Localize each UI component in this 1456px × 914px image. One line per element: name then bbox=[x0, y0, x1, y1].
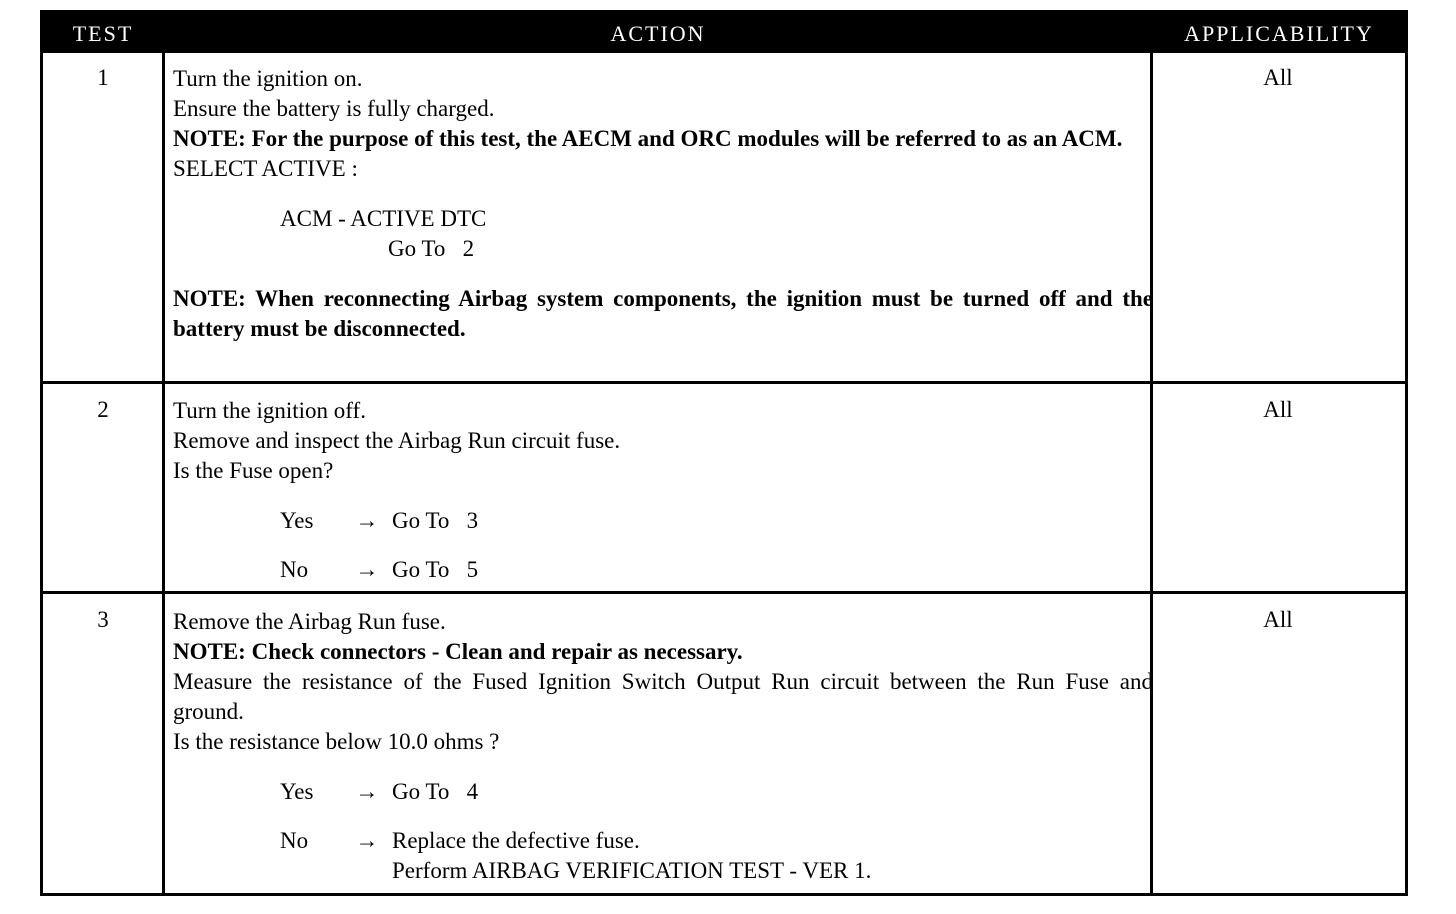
note: NOTE: For the purpose of this test, the AECM and ORC modules will be referred to as an ACM. bbox=[173, 126, 1123, 151]
action-line: Remove the Airbag Run fuse. bbox=[173, 609, 446, 634]
applicability-value: All bbox=[1263, 397, 1293, 422]
action-line: Remove and inspect the Airbag Run circuit fuse. bbox=[173, 428, 621, 453]
applicability-value: All bbox=[1263, 65, 1293, 90]
branch-no bbox=[173, 555, 1153, 585]
action-line: Turn the ignition off. bbox=[173, 398, 366, 423]
note: NOTE: Check connectors - Clean and repair as necessary. bbox=[173, 639, 743, 664]
menu-item: ACM - ACTIVE DTC bbox=[280, 206, 487, 231]
row-divider bbox=[43, 591, 1405, 594]
goto-step: Go To 2 bbox=[388, 236, 475, 261]
table-header bbox=[43, 13, 1405, 53]
branch-no bbox=[173, 826, 1153, 886]
action-cell bbox=[173, 607, 1153, 886]
header-applicability: APPLICABILITY bbox=[1184, 21, 1374, 46]
branch-label: No bbox=[280, 828, 309, 853]
action-line: Replace the defective fuse. bbox=[392, 828, 640, 853]
action-line: SELECT ACTIVE : bbox=[173, 156, 358, 181]
header-test: TEST bbox=[72, 21, 134, 46]
arrow-icon: → bbox=[355, 508, 379, 533]
action-line: Turn the ignition on. bbox=[173, 66, 363, 91]
action-line: Ensure the battery is fully charged. bbox=[173, 96, 495, 121]
arrow-icon: → bbox=[355, 557, 379, 582]
action-line: Is the Fuse open? bbox=[173, 458, 334, 483]
test-number: 2 bbox=[97, 397, 109, 422]
action-cell bbox=[173, 396, 1153, 585]
header-action: ACTION bbox=[610, 21, 706, 46]
test-number: 3 bbox=[97, 607, 109, 632]
action-line: Perform AIRBAG VERIFICATION TEST - VER 1. bbox=[392, 858, 872, 883]
test-number: 1 bbox=[97, 65, 109, 90]
row-divider bbox=[43, 381, 1405, 384]
goto-step: Go To 5 bbox=[392, 557, 479, 582]
goto-step: Go To 4 bbox=[392, 779, 479, 804]
branch-target bbox=[392, 826, 1153, 886]
goto-step: Go To 3 bbox=[392, 508, 479, 533]
arrow-icon: → bbox=[355, 779, 379, 804]
branch-label: No bbox=[280, 557, 309, 582]
diagnostic-test-table bbox=[40, 10, 1408, 896]
note: NOTE: When reconnecting Airbag system components, the ignition must be turned off and the battery must be disconnected. bbox=[173, 286, 1153, 341]
column-divider bbox=[162, 53, 165, 893]
action-line: Measure the resistance of the Fused Ignition Switch Output Run circuit between the Run Fuse and ground. bbox=[173, 669, 1153, 724]
branch-yes bbox=[173, 506, 1153, 536]
arrow-icon: → bbox=[355, 828, 379, 853]
branch-label: Yes bbox=[280, 779, 314, 804]
branch-yes bbox=[173, 777, 1153, 807]
action-cell bbox=[173, 64, 1153, 344]
applicability-value: All bbox=[1263, 607, 1293, 632]
branch-label: Yes bbox=[280, 508, 314, 533]
action-line: Is the resistance below 10.0 ohms ? bbox=[173, 729, 500, 754]
